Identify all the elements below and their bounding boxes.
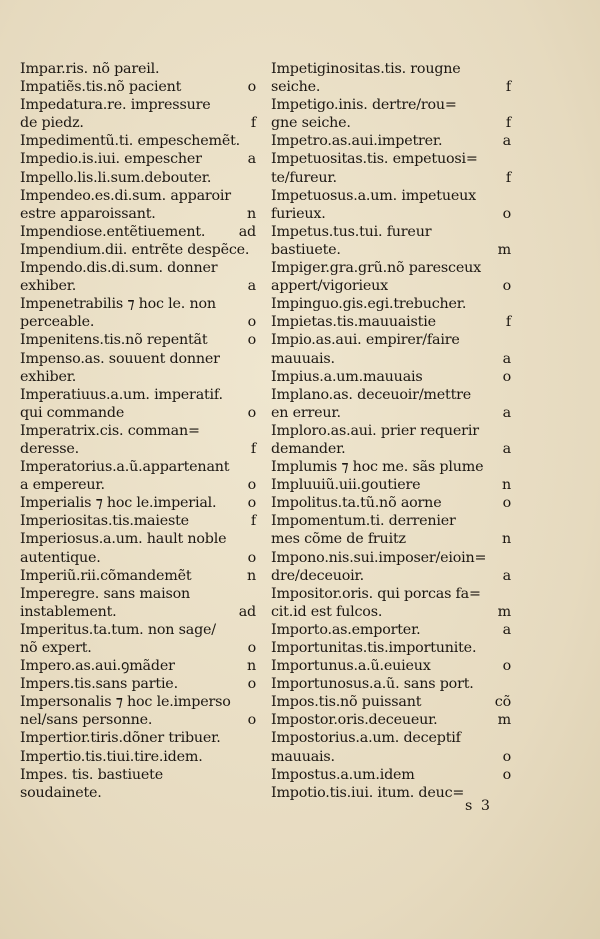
- dictionary-line: [20, 386, 256, 404]
- entry-text: mes cõme de fruitz: [271, 531, 406, 548]
- gender-mark: o: [247, 495, 256, 512]
- entry-text: Imperialis ⁊ hoc le.imperial.: [20, 495, 217, 512]
- entry-text: Impertior.tiris.dõner tribuer.: [20, 730, 221, 747]
- entry-text: nel/sans personne.: [20, 712, 153, 729]
- gender-mark: a: [247, 151, 256, 168]
- entry-text: demander.: [271, 440, 346, 457]
- entry-text: mauuais.: [271, 748, 335, 765]
- entry-text: perceable.: [20, 314, 95, 331]
- entry-text: Imploro.as.aui. prier requerir: [271, 422, 479, 439]
- gender-mark: f: [250, 513, 256, 530]
- gender-mark: o: [247, 79, 256, 96]
- entry-text: Impostus.a.um.idem: [271, 766, 415, 783]
- dictionary-line: [271, 458, 511, 476]
- dictionary-line: [271, 711, 511, 729]
- gender-mark: o: [247, 332, 256, 349]
- entry-text: Impetuositas.tis. empetuosi=: [271, 151, 478, 168]
- dictionary-line: [20, 169, 256, 187]
- dictionary-line: [20, 150, 256, 168]
- dictionary-line: [20, 277, 256, 295]
- dictionary-line: [271, 693, 511, 711]
- dictionary-line: [271, 277, 511, 295]
- entry-text: Importo.as.emporter.: [271, 621, 421, 638]
- entry-text: Impetro.as.aui.impetrer.: [271, 133, 443, 150]
- entry-text: Impenetrabilis ⁊ hoc le. non: [20, 296, 216, 313]
- entry-text: Impiger.gra.grũ.nõ paresceux: [271, 260, 481, 277]
- entry-text: de piedz.: [20, 115, 84, 132]
- dictionary-line: [20, 259, 256, 277]
- gender-mark: n: [246, 567, 256, 584]
- entry-text: Impositor.oris. qui porcas fa=: [271, 585, 481, 602]
- gender-mark: ad: [238, 603, 256, 620]
- left-column: [20, 60, 256, 802]
- gender-mark: o: [247, 712, 256, 729]
- gender-mark: o: [502, 495, 511, 512]
- gender-mark: m: [497, 603, 511, 620]
- gender-mark: f: [505, 79, 511, 96]
- dictionary-line: [20, 313, 256, 331]
- entry-text: a empereur.: [20, 477, 105, 494]
- gender-mark: o: [247, 676, 256, 693]
- entry-text: Imperiosus.a.um. hault noble: [20, 531, 227, 548]
- dictionary-line: [271, 368, 511, 386]
- dictionary-line: [271, 512, 511, 530]
- dictionary-line: [20, 114, 256, 132]
- gender-mark: a: [247, 278, 256, 295]
- gender-mark: f: [505, 169, 511, 186]
- dictionary-line: [20, 350, 256, 368]
- gender-mark: a: [502, 133, 511, 150]
- gender-mark: m: [497, 712, 511, 729]
- entry-text: Impedio.is.iui. empescher: [20, 151, 202, 168]
- dictionary-line: [20, 205, 256, 223]
- dictionary-line: [20, 223, 256, 241]
- right-column: [271, 60, 511, 802]
- gender-mark: o: [502, 658, 511, 675]
- dictionary-line: [20, 458, 256, 476]
- dictionary-line: [20, 404, 256, 422]
- dictionary-line: [20, 748, 256, 766]
- gender-mark: a: [502, 440, 511, 457]
- gender-mark: a: [502, 404, 511, 421]
- dictionary-line: [271, 639, 511, 657]
- gender-mark: f: [505, 314, 511, 331]
- gender-mark: n: [246, 205, 256, 222]
- entry-text: Imperatorius.a.ũ.appartenant: [20, 459, 230, 476]
- entry-text: Impatiẽs.tis.nõ pacient: [20, 79, 182, 96]
- entry-text: Impetuosus.a.um. impetueux: [271, 187, 476, 204]
- gender-mark: m: [497, 241, 511, 258]
- dictionary-line: [271, 187, 511, 205]
- entry-text: Impar.ris. nõ pareil.: [20, 61, 160, 77]
- entry-text: Impenitens.tis.nõ repentãt: [20, 332, 208, 349]
- entry-text: Impius.a.um.mauuais: [271, 368, 423, 385]
- dictionary-line: [20, 78, 256, 96]
- dictionary-line: [271, 657, 511, 675]
- entry-text: Importunus.a.ũ.euieux: [271, 658, 431, 675]
- dictionary-line: [20, 295, 256, 313]
- gender-mark: o: [502, 205, 511, 222]
- entry-text: mauuais.: [271, 350, 335, 367]
- dictionary-line: [20, 494, 256, 512]
- entry-text: seiche.: [271, 79, 321, 96]
- dictionary-line: [271, 603, 511, 621]
- dictionary-line: [20, 693, 256, 711]
- dictionary-line: [20, 422, 256, 440]
- entry-text: estre apparoissant.: [20, 205, 156, 222]
- entry-text: Impietas.tis.mauuaistie: [271, 314, 436, 331]
- dictionary-line: [271, 440, 511, 458]
- gender-mark: n: [501, 477, 511, 494]
- dictionary-line: [271, 530, 511, 548]
- dictionary-line: [271, 132, 511, 150]
- dictionary-line: [271, 205, 511, 223]
- entry-text: cit.id est fulcos.: [271, 603, 383, 620]
- entry-text: exhiber.: [20, 368, 77, 385]
- entry-text: instablement.: [20, 603, 117, 620]
- entry-text: en erreur.: [271, 404, 341, 421]
- gender-mark: o: [247, 404, 256, 421]
- dictionary-line: [271, 675, 511, 693]
- entry-text: Impendeo.es.di.sum. apparoir: [20, 187, 231, 204]
- entry-text: autentique.: [20, 549, 101, 566]
- gender-mark: o: [502, 748, 511, 765]
- dictionary-line: [20, 675, 256, 693]
- entry-text: Impetus.tus.tui. fureur: [271, 223, 432, 240]
- dictionary-line: [20, 96, 256, 114]
- gender-mark: f: [250, 440, 256, 457]
- gender-mark: o: [502, 278, 511, 295]
- dictionary-line: [20, 60, 256, 78]
- dictionary-line: [271, 476, 511, 494]
- entry-text: te/fureur.: [271, 169, 337, 186]
- dictionary-line: [20, 639, 256, 657]
- dictionary-line: [20, 512, 256, 530]
- entry-text: Importunosus.a.ũ. sans port.: [271, 676, 474, 693]
- dictionary-line: [271, 585, 511, 603]
- dictionary-line: [271, 422, 511, 440]
- dictionary-line: [271, 404, 511, 422]
- dictionary-line: [271, 549, 511, 567]
- gender-mark: o: [247, 477, 256, 494]
- entry-text: Impotio.tis.iui. itum. deuc=: [271, 784, 465, 801]
- entry-text: appert/vigorieux: [271, 278, 389, 295]
- gender-mark: o: [247, 314, 256, 331]
- entry-text: Imperatiuus.a.um. imperatif.: [20, 386, 223, 403]
- dictionary-line: [20, 657, 256, 675]
- entry-text: Impomentum.ti. derrenier: [271, 513, 456, 530]
- dictionary-line: [20, 729, 256, 747]
- dictionary-line: [20, 331, 256, 349]
- entry-text: Impetiginositas.tis. rougne: [271, 61, 461, 77]
- dictionary-line: [20, 440, 256, 458]
- entry-text: Imperitus.ta.tum. non sage/: [20, 621, 216, 638]
- dictionary-line: [271, 114, 511, 132]
- entry-text: Impolitus.ta.tũ.nõ aorne: [271, 495, 442, 512]
- entry-text: bastiuete.: [271, 241, 341, 258]
- dictionary-line: [271, 386, 511, 404]
- dictionary-line: [271, 259, 511, 277]
- entry-text: Impendium.dii. entrẽte despẽce.: [20, 241, 250, 258]
- dictionary-line: [271, 748, 511, 766]
- entry-text: dre/deceuoir.: [271, 567, 364, 584]
- dictionary-line: [20, 549, 256, 567]
- entry-text: Impenso.as. souuent donner: [20, 350, 220, 367]
- entry-text: Impostor.oris.deceueur.: [271, 712, 438, 729]
- entry-text: nõ expert.: [20, 640, 92, 656]
- dictionary-line: [20, 530, 256, 548]
- dictionary-line: [271, 729, 511, 747]
- entry-text: Impendo.dis.di.sum. donner: [20, 260, 218, 277]
- dictionary-line: [271, 313, 511, 331]
- dictionary-line: [271, 96, 511, 114]
- dictionary-line: [271, 223, 511, 241]
- entry-text: Impostorius.a.um. deceptif: [271, 730, 461, 747]
- dictionary-line: [20, 132, 256, 150]
- dictionary-line: [20, 784, 256, 802]
- gender-mark: a: [502, 567, 511, 584]
- gender-mark: ad: [238, 223, 256, 240]
- dictionary-line: [271, 494, 511, 512]
- entry-text: Imperatrix.cis. comman=: [20, 422, 200, 439]
- signature-mark: s 3: [465, 798, 492, 814]
- dictionary-line: [271, 350, 511, 368]
- gender-mark: f: [505, 115, 511, 132]
- gender-mark: f: [250, 115, 256, 132]
- entry-text: Imperiositas.tis.maieste: [20, 513, 189, 530]
- entry-text: Implumis ⁊ hoc me. sãs plume: [271, 459, 484, 476]
- dictionary-line: [20, 187, 256, 205]
- dictionary-line: [20, 241, 256, 259]
- entry-text: Impero.as.aui.ꝯmãder: [20, 658, 175, 675]
- entry-text: Importunitas.tis.importunite.: [271, 640, 477, 656]
- entry-text: Implano.as. deceuoir/mettre: [271, 386, 472, 403]
- entry-text: Imperegre. sans maison: [20, 585, 191, 602]
- entry-text: Impedatura.re. impressure: [20, 97, 211, 114]
- gender-mark: cõ: [494, 694, 511, 711]
- entry-text: Impersonalis ⁊ hoc le.imperso: [20, 694, 231, 711]
- dictionary-line: [271, 241, 511, 259]
- dictionary-line: [271, 621, 511, 639]
- entry-text: Impetigo.inis. dertre/rou=: [271, 97, 457, 114]
- entry-text: Impes. tis. bastiuete: [20, 766, 163, 783]
- gender-mark: n: [501, 531, 511, 548]
- dictionary-line: [271, 169, 511, 187]
- dictionary-line: [271, 60, 511, 78]
- entry-text: qui commande: [20, 404, 125, 421]
- entry-text: Impedimentũ.ti. empeschemẽt.: [20, 133, 241, 150]
- entry-text: Impos.tis.nõ puissant: [271, 694, 422, 711]
- gender-mark: o: [247, 640, 256, 656]
- entry-text: Impendiose.entẽtiuement.: [20, 223, 206, 240]
- dictionary-line: [271, 78, 511, 96]
- entry-text: Impio.as.aui. empirer/faire: [271, 332, 460, 349]
- dictionary-line: [271, 331, 511, 349]
- dictionary-line: [20, 621, 256, 639]
- entry-text: furieux.: [271, 205, 326, 222]
- entry-text: Impluuiũ.uii.goutiere: [271, 477, 421, 494]
- entry-text: exhiber.: [20, 278, 77, 295]
- dictionary-line: [271, 766, 511, 784]
- gender-mark: a: [502, 621, 511, 638]
- dictionary-line: [271, 150, 511, 168]
- entry-text: Impers.tis.sans partie.: [20, 676, 178, 693]
- dictionary-line: [20, 711, 256, 729]
- gender-mark: o: [502, 368, 511, 385]
- entry-text: gne seiche.: [271, 115, 351, 132]
- dictionary-line: [20, 585, 256, 603]
- dictionary-line: [20, 567, 256, 585]
- gender-mark: o: [502, 766, 511, 783]
- dictionary-line: [20, 766, 256, 784]
- dictionary-line: [20, 368, 256, 386]
- dictionary-line: [271, 295, 511, 313]
- dictionary-line: [20, 476, 256, 494]
- dictionary-line: [271, 567, 511, 585]
- entry-text: Impello.lis.li.sum.debouter.: [20, 169, 212, 186]
- entry-text: Impinguo.gis.egi.trebucher.: [271, 296, 467, 313]
- gender-mark: n: [246, 658, 256, 675]
- entry-text: Impono.nis.sui.imposer/eioin=: [271, 549, 487, 566]
- entry-text: Impertio.tis.tiui.tire.idem.: [20, 748, 203, 765]
- dictionary-line: [20, 603, 256, 621]
- entry-text: Imperiũ.rii.cõmandemẽt: [20, 567, 192, 584]
- gender-mark: o: [247, 549, 256, 566]
- entry-text: soudainete.: [20, 784, 102, 801]
- entry-text: deresse.: [20, 440, 79, 457]
- gender-mark: a: [502, 350, 511, 367]
